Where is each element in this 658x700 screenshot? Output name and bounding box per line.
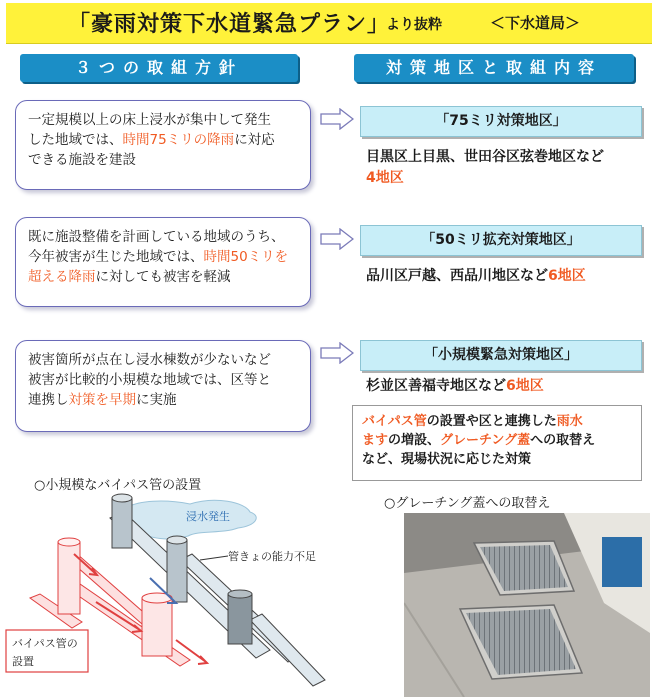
manhole-top — [228, 590, 252, 598]
highlight-text: 対策を早期 — [68, 392, 136, 408]
highlight-text: 時間50ミリを — [203, 249, 289, 265]
title-subtitle: より抜粋 — [386, 17, 442, 33]
text-segment: した地域では、 — [28, 132, 123, 148]
measure-line — [362, 431, 641, 450]
policy-line — [28, 370, 310, 390]
text-segment: に対しても被害を軽減 — [95, 269, 231, 285]
district-header-50mm: 「50ミリ拡充対策地区」 — [360, 225, 642, 256]
district-line — [366, 376, 544, 397]
text-segment: 連携し — [28, 392, 69, 408]
diagram-caption: ○小規模なバイパス管の設置 — [34, 478, 202, 493]
highlight-text: 超える降雨 — [28, 269, 96, 285]
text-segment: 品川区戸越、西品川地区など — [366, 268, 548, 284]
district-description — [366, 266, 586, 287]
highlight-text: グレーチング蓋 — [440, 433, 531, 448]
highlight-text: 6地区 — [506, 378, 544, 394]
district-header-75mm: 「75ミリ対策地区」 — [360, 106, 642, 137]
bypass-manhole — [142, 598, 172, 656]
title-organization: ＜下水道局＞ — [490, 14, 581, 32]
policy-line — [28, 390, 310, 410]
bypass-manhole-top — [58, 538, 80, 546]
text-segment: 被害箇所が点在し浸水棟数が少ないなど — [28, 352, 271, 368]
bypass-pipe-diagram — [0, 490, 400, 700]
text-segment: 今年被害が生じた地域では、 — [28, 249, 204, 265]
policy-box-1 — [15, 100, 311, 190]
text-segment: 被害が比較的小規模な地域では、区等と — [28, 372, 271, 388]
district-line — [366, 147, 604, 168]
page-title: 「豪雨対策下水道緊急プラン」 — [68, 12, 391, 37]
policy-line — [28, 227, 310, 247]
manhole — [228, 594, 252, 644]
districts-header: 対策地区と取組内容 — [354, 54, 634, 82]
bypass-label: バイパス管の — [12, 637, 78, 650]
flood-label: 浸水発生 — [186, 510, 230, 523]
text-segment: 一定規模以上の床上浸水が集中して発生 — [28, 112, 271, 128]
text-segment: への取替え — [530, 433, 596, 448]
highlight-text: ます — [362, 433, 389, 448]
district-line — [366, 266, 586, 287]
policy-line — [28, 130, 310, 150]
text-segment: の増設、 — [388, 433, 441, 448]
blue-sign — [602, 537, 642, 587]
measures-box — [352, 405, 642, 481]
arrow-right-icon — [320, 342, 354, 364]
manhole-top — [112, 494, 132, 502]
district-header-small: 「小規模緊急対策地区」 — [360, 340, 642, 371]
text-segment: に実施 — [136, 392, 177, 408]
arrow-right-icon — [320, 228, 354, 250]
text-segment: 既に施設整備を計画している地域のうち、 — [28, 229, 285, 245]
grating-photo — [404, 513, 650, 697]
arrow-right-icon — [320, 108, 354, 130]
highlight-text: 6地区 — [548, 268, 586, 284]
pipe-capacity-label: 管きょの能力不足 — [228, 550, 316, 563]
highlight-text: バイパス管 — [362, 414, 427, 429]
policy-line — [28, 350, 310, 370]
measure-line — [362, 412, 641, 431]
bypass-manhole — [58, 542, 80, 614]
measure-line — [362, 450, 641, 469]
policies-header: ３つの取組方針 — [20, 54, 298, 82]
policy-line — [28, 150, 310, 170]
policy-line — [28, 267, 310, 287]
policy-line — [28, 247, 310, 267]
text-segment: できる施設を建設 — [28, 152, 136, 168]
highlight-text: 時間75ミリの降雨 — [122, 132, 235, 148]
text-segment: の設置や区と連携した — [426, 414, 557, 429]
text-segment: 目黒区上目黒、世田谷区弦巻地区など — [366, 149, 604, 165]
policy-box-3 — [15, 340, 311, 432]
text-segment: に対応 — [234, 132, 275, 148]
manhole-top — [167, 536, 187, 544]
policy-line — [28, 110, 310, 130]
highlight-text: 4地区 — [366, 170, 404, 186]
photo-caption: ○グレーチング蓋への取替え — [384, 496, 551, 511]
text-segment: など、現場状況に応じた対策 — [362, 452, 532, 467]
bypass-label: 設置 — [12, 655, 34, 668]
manhole — [167, 540, 187, 602]
policy-box-2 — [15, 217, 311, 307]
pointer-line — [200, 556, 228, 560]
district-description — [366, 147, 604, 189]
district-line — [366, 168, 604, 189]
district-description — [366, 376, 544, 397]
manhole — [112, 498, 132, 548]
highlight-text: 雨水 — [556, 414, 583, 429]
text-segment: 杉並区善福寺地区など — [366, 378, 506, 394]
